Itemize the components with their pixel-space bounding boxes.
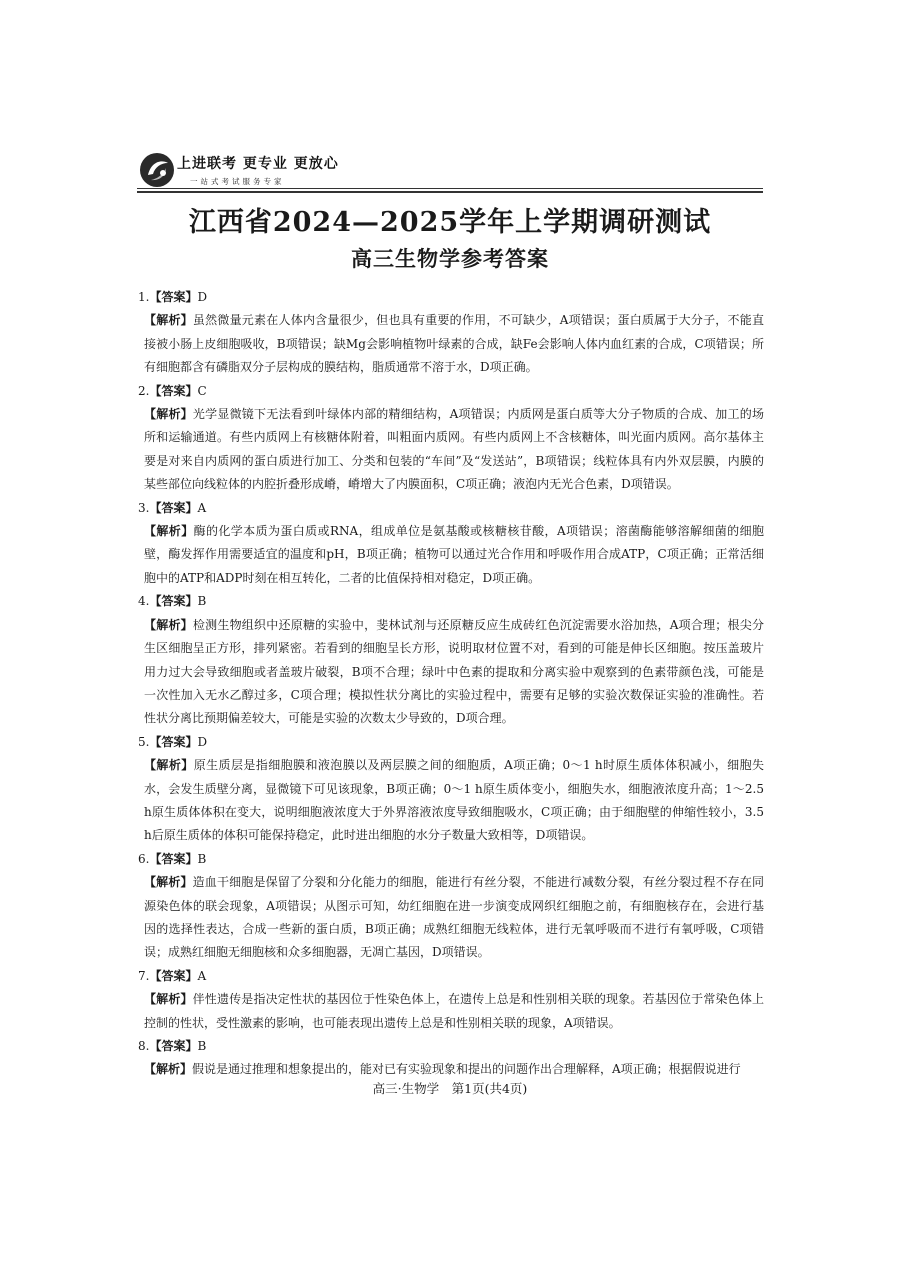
answer-item-5 — [138, 731, 764, 848]
answer-value: D — [197, 734, 208, 749]
explanation — [138, 871, 764, 965]
explanation-text: 检测生物组织中还原糖的实验中，斐林试剂与还原糖反应生成砖红色沉淀需要水浴加热，A项合理；根尖分生区细胞呈正方形，排列紧密。若看到的细胞呈长方形，说明取材位置不对，看到的可能是伸长区细胞。按压盖玻片用力过大会导致细胞或者盖玻片破裂，B项不合理；绿叶中色素的提取和分离实验中观察到的色素带颜色浅，可能是一次性加入无水乙醇过多，C项合理；模拟性状分离比的实验过程中，需要有足够的实验次数保证实验的准确性。若性状分离比预期偏差较大，可能是实验的次数太少导致的，D项合理。 — [144, 617, 764, 726]
explanation-label: 【解析】 — [144, 875, 193, 890]
page-subtitle: 高三生物学参考答案 — [351, 247, 549, 271]
question-number: 3. — [138, 500, 150, 515]
question-number: 2. — [138, 383, 150, 398]
explanation-text: 酶的化学本质为蛋白质或RNA，组成单位是氨基酸或核糖核苷酸，A项错误；溶菌酶能够溶解细菌的细胞壁，酶发挥作用需要适宜的温度和pH，B项正确；植物可以通过光合作用和呼吸作用合成ATP，C项正确；正常活细胞中的ATP和ADP时刻在相互转化，二者的比值保持相对稳定，D项正确。 — [144, 524, 764, 585]
explanation-text: 伴性遗传是指决定性状的基因位于性染色体上，在遗传上总是和性别相关联的现象。若基因位于常染色体上控制的性状，受性激素的影响，也可能表现出遗传上总是和性别相关联的现象，A项错误。 — [144, 992, 764, 1030]
answer-label: 【答案】 — [149, 594, 198, 609]
answer-value: B — [197, 1039, 207, 1053]
explanation — [138, 520, 764, 590]
explanation-text: 光学显微镜下无法看到叶绿体内部的精细结构，A项错误；内质网是蛋白质等大分子物质的合成、加工的场所和运输通道。有些内质网上有核糖体附着，叫粗面内质网。有些内质网上不含核糖体，叫光面内质网。高尔基体主要是对来自内质网的蛋白质进行加工、分类和包装的“车间”及“发送站”，B项错误；线粒体具有内外双层膜，内膜的某些部位向线粒体的内腔折叠形成嵴，嵴增大了内膜面积，C项正确；液泡内无光合色素，D项错误。 — [144, 407, 764, 492]
answer-label: 【答案】 — [149, 968, 198, 983]
answer-label: 【答案】 — [149, 1039, 198, 1053]
explanation — [138, 309, 764, 379]
answer-item-7 — [138, 965, 764, 1035]
answer-item-4 — [138, 590, 764, 730]
explanation-label: 【解析】 — [144, 758, 194, 773]
explanation-label: 【解析】 — [144, 992, 193, 1007]
explanation-label: 【解析】 — [144, 617, 193, 632]
header-divider — [137, 188, 763, 189]
question-number: 4. — [138, 594, 150, 609]
explanation-label: 【解析】 — [144, 313, 193, 328]
page-footer: 高三·生物学 第1页(共4页) — [372, 1081, 528, 1096]
answer-value: D — [197, 290, 208, 304]
question-number: 7. — [138, 968, 150, 983]
answer-list — [138, 286, 764, 1082]
answer-item-1 — [138, 286, 764, 380]
explanation-label: 【解析】 — [144, 524, 194, 539]
answer-line — [138, 380, 764, 403]
explanation — [138, 754, 764, 848]
answer-item-6 — [138, 848, 764, 965]
answer-line — [138, 286, 764, 309]
explanation-text: 假说是通过推理和想象提出的，能对已有实验现象和提出的问题作出合理解释，A项正确；根据假说进行 — [192, 1062, 741, 1077]
explanation-label: 【解析】 — [144, 407, 193, 422]
page-title: 江西省2024—2025学年上学期调研测试 — [188, 207, 712, 238]
answer-item-2 — [138, 380, 764, 497]
question-number: 1. — [138, 290, 150, 304]
answer-line — [138, 965, 764, 988]
answer-label: 【答案】 — [149, 734, 198, 749]
answer-line — [138, 497, 764, 520]
answer-value: A — [197, 500, 207, 515]
answer-line — [138, 731, 764, 754]
answer-item-3 — [138, 497, 764, 591]
answer-line — [138, 590, 764, 613]
answer-value: C — [197, 383, 207, 398]
question-number: 5. — [138, 734, 150, 749]
header-divider-thick — [137, 191, 763, 193]
answer-line — [138, 1035, 764, 1058]
explanation — [138, 988, 764, 1035]
explanation-text: 原生质层是指细胞膜和液泡膜以及两层膜之间的细胞质，A项正确；0～1 h时原生质体体积减小，细胞失水，会发生质壁分离，显微镜下可见该现象，B项正确；0～1 h原生质体变小，细胞失水，细胞液浓度升高；1～2.5 h原生质体体积在变大，说明细胞液浓度大于外界溶液浓度导致细胞吸水，C项正确；由于细胞壁的伸缩性较小，3.5 h后原生质体的体积可能保持稳定，此时进出细胞的水分子数量大致相等，D项错误。 — [144, 758, 764, 843]
answer-label: 【答案】 — [149, 290, 198, 304]
explanation-text: 造血干细胞是保留了分裂和分化能力的细胞，能进行有丝分裂，不能进行减数分裂，有丝分裂过程不存在同源染色体的联会现象，A项错误；从图示可知，幼红细胞在进一步演变成网织红细胞之前，有细胞核存在，会进行基因的选择性表达，合成一些新的蛋白质，B项正确；成熟红细胞无线粒体，进行无氧呼吸而不进行有氧呼吸，C项错误；成熟红细胞无细胞核和众多细胞器，无凋亡基因，D项错误。 — [144, 875, 764, 960]
brand-slogan: 上进联考 更专业 更放心 — [177, 156, 339, 172]
answer-value: B — [197, 594, 207, 609]
explanation — [138, 614, 764, 731]
answer-label: 【答案】 — [149, 500, 198, 515]
explanation-label: 【解析】 — [144, 1062, 193, 1077]
explanation — [138, 403, 764, 497]
answer-value: A — [197, 968, 207, 983]
answer-label: 【答案】 — [149, 851, 198, 866]
answer-label: 【答案】 — [149, 383, 198, 398]
answer-value: B — [197, 851, 207, 866]
logo-icon — [137, 150, 177, 190]
answer-line — [138, 848, 764, 871]
brand-sub-slogan: 一站式考试服务专家 — [190, 177, 285, 186]
explanation-text: 虽然微量元素在人体内含量很少，但也具有重要的作用，不可缺少，A项错误；蛋白质属于大分子，不能直接被小肠上皮细胞吸收，B项错误；缺Mg会影响植物叶绿素的合成，缺Fe会影响人体内血红素的合成，C项错误；所有细胞都含有磷脂双分子层构成的膜结构，脂质通常不溶于水，D项正确。 — [144, 313, 764, 375]
answer-item-8 — [138, 1035, 764, 1082]
question-number: 6. — [138, 851, 150, 866]
question-number: 8. — [138, 1039, 150, 1053]
